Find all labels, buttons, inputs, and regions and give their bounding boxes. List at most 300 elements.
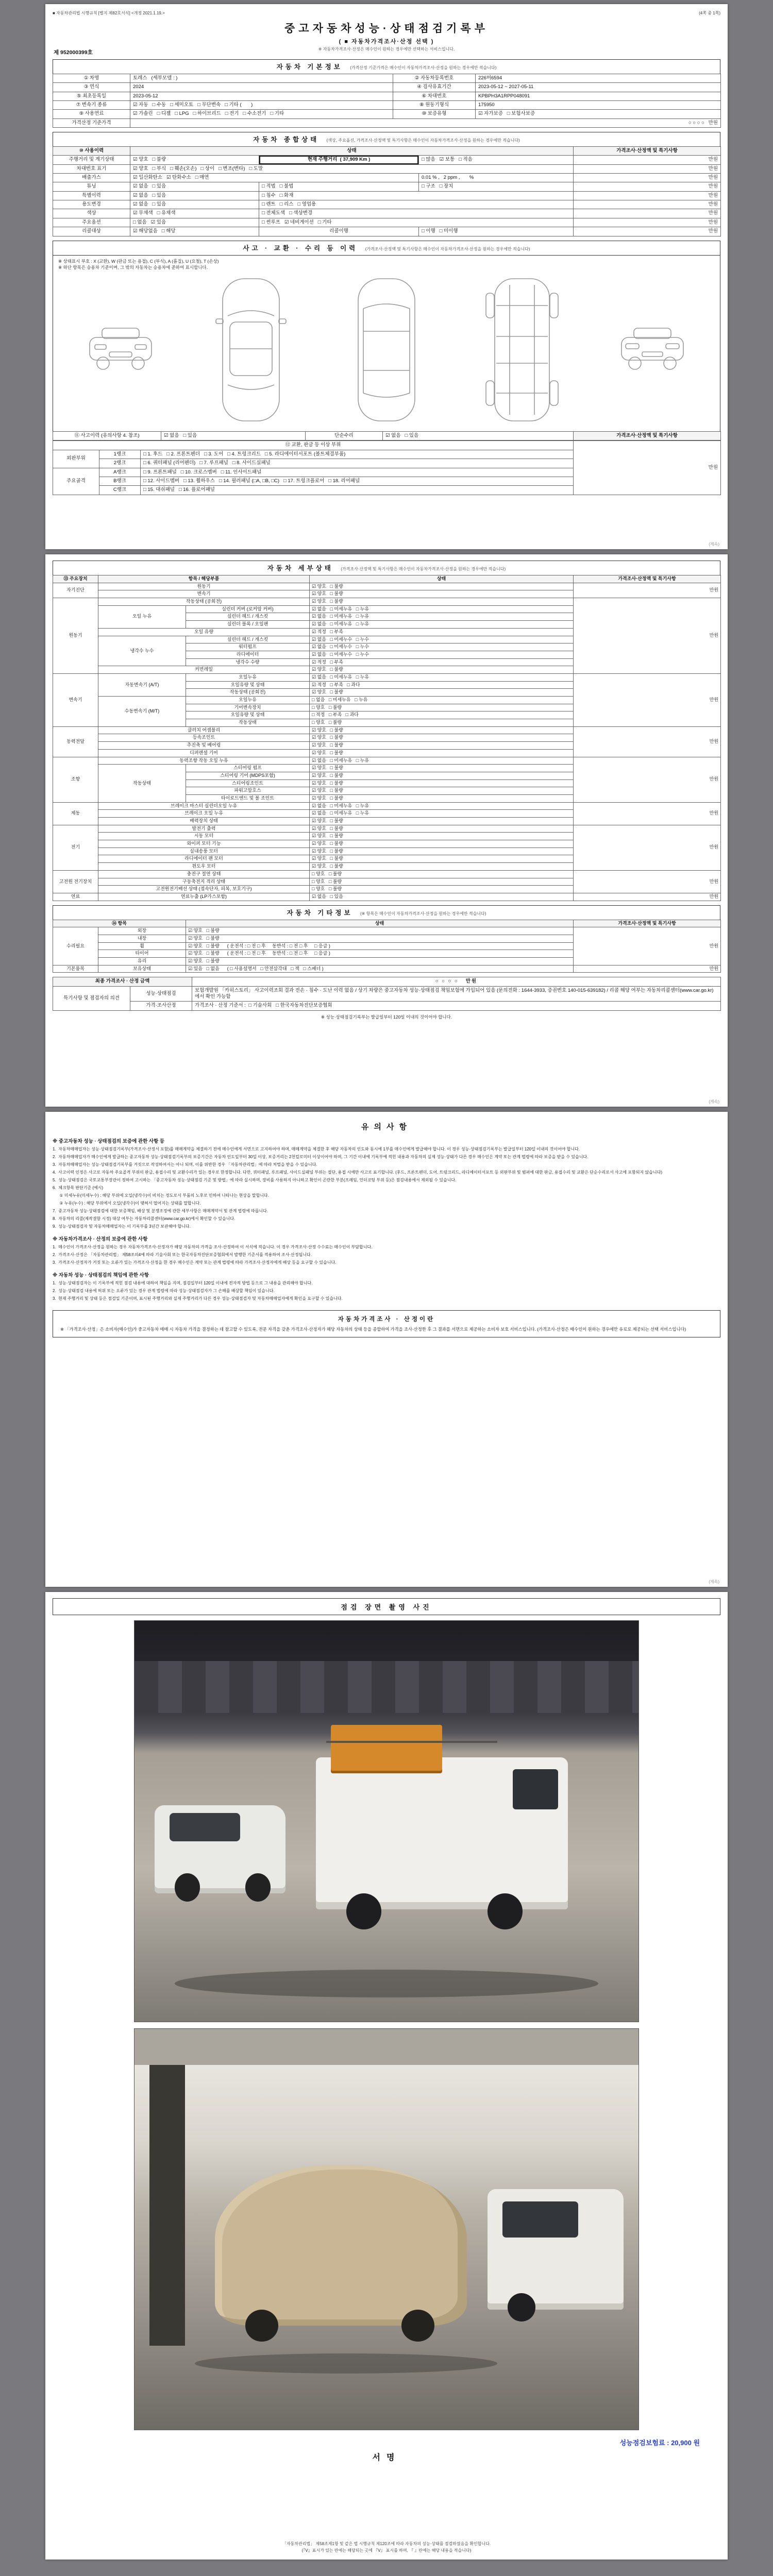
cell: □ 침수 □ 화재 xyxy=(259,191,574,200)
note-line: 1. 자동차매매업자는 성능·상태점검기록부(가격조사·산정서 포함)를 매매계약을 체결하기 전에 매수인에게 서면으로 고지하여야 하며, 매매계약을 체결한 후 해당 자동차의 인도와 동시에 1부를 매수인에게 발급해야 합니다. 이 경우 성능·상태점검기록부는 발급일부터 120일 이내의 것이어야 합니다. xyxy=(53,1147,580,1151)
cell: 구동축전지 격리 상태 xyxy=(98,878,310,886)
cell: ⑨ 사용연료 xyxy=(53,110,130,118)
cell: ⑪ 사고이력 (유의사항 4. 참조) xyxy=(53,432,161,440)
note-heading: ※ 자동차가격조사 · 산정의 보증에 관한 사항 xyxy=(53,1236,148,1242)
cell: 와이퍼 모터 기능 xyxy=(98,840,310,848)
photo1-truck-wheel-1 xyxy=(346,1893,381,1929)
photo-section-title: 점검 장면 촬영 사진 xyxy=(53,1598,720,1615)
etc-title: 자동차 기타정보 xyxy=(287,909,353,917)
cell: ☑ 없음 □ 있음 xyxy=(161,432,306,440)
accident-note: (가격조사·산정액 및 특기사항은 매수인이 자동차가격조사·산정을 원하는 경우에만 적습니다) xyxy=(365,246,530,251)
cell: 냉각수 누수 xyxy=(98,636,186,666)
cell: 충전구 절연 상태 xyxy=(98,870,310,878)
cell: ☑ 양호 □ 불량 xyxy=(186,935,574,942)
cell: □ 양호 □ 불량 xyxy=(310,886,574,893)
inspection-premium: 성능점검보험료 : 20,900 원 xyxy=(619,2439,700,2447)
cell: 특기사항 및 점검자의 의견 xyxy=(53,986,130,1010)
cell: ☑ 없음 □ 미세누유 □ 누유 xyxy=(310,810,574,818)
photo1-car-wheel-2 xyxy=(245,1873,271,1901)
etc-header xyxy=(53,905,720,920)
table-row xyxy=(53,74,721,83)
cell: 항목 / 해당부품 xyxy=(98,575,310,583)
cell: ☑ 양호 □ 불량 xyxy=(310,583,574,590)
basic-info-table xyxy=(53,74,721,128)
cell: 만원 xyxy=(574,893,721,901)
legal-footer xyxy=(45,2541,728,2554)
cell: ☑ 양호 □ 불량 xyxy=(130,156,259,164)
status-code-legend-2: ※ 하단 항목은 승용차 기준이며, 그 밖의 자동차는 승용차에 준하여 표시합니다. xyxy=(58,264,208,270)
car-diagrams xyxy=(58,273,715,427)
note-line: 1. 매수인이 가격조사·산정을 원하는 경우 자동차가격조사·산정자가 해당 자동차의 가격을 조사·산정하여 이 서식에 적습니다. 이 경우 가격조사·산정 수수료는 매수인이 부담합니다. xyxy=(53,1245,373,1249)
cell: ☑ 양호 □ 불량 xyxy=(310,590,574,598)
cell: 만원 xyxy=(574,583,721,598)
title-note: ※ 자동차가격조사·산정은 매수인이 원하는 경우에만 선택하는 서비스입니다. xyxy=(318,47,455,52)
cell: 윈도우 모터 xyxy=(98,863,310,871)
cell: 브레이크 마스터 실린더오일 누유 xyxy=(98,802,310,810)
cell: 실린더 블록 / 오일팬 xyxy=(186,621,310,629)
cell: 작동상태 (공회전) xyxy=(98,598,310,606)
cell: 디퍼렌셜 기어 xyxy=(98,749,310,757)
table-row xyxy=(53,441,721,450)
cell: 자동변속기 (A/T) xyxy=(98,673,186,696)
table-row xyxy=(53,598,721,606)
cell: □ 많음 ☑ 보통 □ 적음 xyxy=(419,156,574,164)
cell: 1랭크 xyxy=(99,450,141,459)
cell: ☑ 없음 □ 미세누유 □ 누유 xyxy=(310,605,574,613)
cell: □ 1. 후드 □ 2. 프론트펜더 □ 3. 도어 □ 4. 트렁크리드 □ 5. 라디에이터서포트 (볼트체결부품) xyxy=(141,450,574,459)
note-line: ② 누유(누수) : 해당 부위에서 오일(냉각수)이 맺혀서 떨어지는 상태를 말합니다. xyxy=(53,1201,201,1206)
note-line: 3. 자동차매매업자는 성능·상태점검기록부를 거짓으로 작성하여서는 아니 되며, 이를 위반한 경우 「자동차관리법」에 따라 처벌을 받을 수 있습니다. xyxy=(53,1162,317,1167)
cell: 오일유량 및 상태 xyxy=(186,711,310,719)
cell: 타이로드엔드 및 볼 조인트 xyxy=(186,794,310,802)
photo2-covered-car xyxy=(215,2165,467,2326)
table-row xyxy=(53,147,721,156)
table-row xyxy=(53,200,721,209)
accident-title: 사고 · 교환 · 수리 등 이력 xyxy=(243,244,358,252)
cell: 최종 가격조사 · 산정 금액 xyxy=(53,977,192,986)
photo2-pillar xyxy=(149,2065,184,2346)
cell: B랭크 xyxy=(99,477,141,485)
cell: 스티어링 기어 (MDPS포함) xyxy=(186,772,310,779)
section-accident-history xyxy=(53,241,720,495)
cell: 토레스 (세부모델 : ) xyxy=(130,74,393,83)
page-3 xyxy=(45,1112,728,1587)
cell: □ 렌트 □ 리스 □ 영업용 xyxy=(259,200,574,209)
table-row xyxy=(53,182,721,191)
cell: ☑ 없음 □ 있음 xyxy=(130,191,259,200)
cell: 만원 xyxy=(574,182,721,191)
cell: ☑ 양호 □ 불량 xyxy=(310,840,574,848)
table-row xyxy=(53,726,721,734)
section-basic-info xyxy=(53,59,720,128)
cell: 2023-05-12 xyxy=(130,92,393,100)
cell: 보험개발원 「카히스토리」 사고이력조회 결과 전손 · 침수 · 도난 이력 없음 / 상기 차량은 중고자동차 성능·상태점검 책임보험에 가입되어 있음 (문의전화 : 1644-3933, 증권번호 140-015-639182) / 리콜 해당 여부는 자동차리콜센터(www.car.go.kr)에서 확인 가능함 xyxy=(192,986,721,1002)
cell: 실린더 커버 (로커암 커버) xyxy=(186,605,310,613)
cell: 커먼레일 xyxy=(98,666,310,674)
cell: 실린더 헤드 / 개스킷 xyxy=(186,613,310,621)
cell: 오일누유 xyxy=(186,697,310,704)
cell: ☑ 양호 □ 불량 xyxy=(310,598,574,606)
section-detail-condition xyxy=(53,561,720,901)
cell: □ 없음 □ 미세누유 □ 누유 xyxy=(310,697,574,704)
inspection-photo-2 xyxy=(134,2028,639,2430)
cell: 등속조인트 xyxy=(98,734,310,742)
cell: ☑ 자가보증 □ 보험사보증 xyxy=(476,110,721,118)
cell: 동력전달 xyxy=(53,726,98,757)
cell: □ 15. 대쉬패널 □ 16. 플로어패널 xyxy=(141,486,574,495)
cell: 만원 xyxy=(574,191,721,200)
cell: ② 자동차등록번호 xyxy=(393,74,476,83)
table-row xyxy=(53,965,721,973)
cell: ④ 검사유효기간 xyxy=(393,83,476,92)
cell: ☑ 해당없음 □ 해당 xyxy=(130,227,259,236)
form-reference xyxy=(53,10,720,16)
detail-header xyxy=(53,561,720,575)
inspection-photo-1 xyxy=(134,1620,639,2022)
photo2-covered-car-wheel-2 xyxy=(401,2310,434,2342)
page-4 xyxy=(45,1592,728,2560)
photo1-truck-rack xyxy=(326,1741,498,1743)
cell: ☑ 없음 □ 미세누유 □ 누유 xyxy=(310,757,574,765)
photo2-suv-wheel xyxy=(508,2293,535,2321)
cell: 단순수리 xyxy=(306,432,383,440)
legal-footer-line-2: (『Ⅴ』표시가 있는 란에는 해당되는 곳에 『Ⅴ』 표시를 하며, 『 』란에는 해당 내용을 적습니다) xyxy=(301,2548,472,2553)
cell: 보유상태 xyxy=(98,965,186,973)
cell: 가격산정 기준가격 xyxy=(53,118,130,127)
table-row xyxy=(53,893,721,901)
cell: 제동 xyxy=(53,802,98,825)
cell: 만원 xyxy=(574,227,721,236)
cell: ☑ 없음 □ 미세누수 □ 누수 xyxy=(310,651,574,658)
continue-marker-2: (계속) xyxy=(709,1099,719,1104)
notes-body xyxy=(53,1137,720,1302)
section-overall-condition xyxy=(53,132,720,236)
cell: ⑦ 변속기 종류 xyxy=(53,101,130,110)
photo1-ground-shadow xyxy=(175,1970,598,1997)
cell: 라디에이터 xyxy=(186,651,310,658)
cell: ☑ 가솔린 □ 디젤 □ LPG □ 하이브리드 □ 전기 □ 수소전기 □ 기타 xyxy=(130,110,393,118)
table-row xyxy=(53,227,721,236)
photo2-ceiling-beam xyxy=(135,2029,638,2065)
cell: ☑ 양호 □ 불량 xyxy=(310,742,574,750)
cell: ○ ○ ○ ○ 만원 xyxy=(130,118,721,127)
cell: ☑ 양호 □ 불량 xyxy=(310,689,574,697)
photo2-floor-shadow xyxy=(195,2353,497,2374)
cell: 기본품목 xyxy=(53,965,98,973)
note-line: 2. 자동차매매업자가 매수인에게 발급하는 중고자동차 성능·상태점검기록부의 보증기간은 자동차 인도일부터 30일 이상, 보증거리는 2천킬로미터 이상이어야 하며, 그 기간 이내에 기록부에 적힌 내용과 자동차의 실제 성능·상태가 다른 경우 매수인은 계약 또는 관계 법령에 따라 보증을 받을 수 있습니다. xyxy=(53,1155,589,1159)
cell: 변속기 xyxy=(98,590,310,598)
detail-note: (가격조사·산정액 및 특기사항은 매수인이 자동차가격조사·산정을 원하는 경우에만 적습니다) xyxy=(341,567,506,571)
cell: 특별이력 xyxy=(53,191,130,200)
cell: ☑ 양호 □ 불량 xyxy=(186,958,574,965)
cell: 수리필요 xyxy=(53,927,98,965)
cell: ☑ 양호 □ 불량 xyxy=(310,666,574,674)
cell: 작동상태 (공회전) xyxy=(186,689,310,697)
note-line: 2. 성능·상태점검 내용에 허위 또는 오류가 있는 경우 관계 법령에 따라 성능·상태점검자가 그 손해를 배상할 책임이 있습니다. xyxy=(53,1289,275,1293)
note-line: 9. 성능·상태점검자 및 자동차매매업자는 이 기록부를 3년간 보관해야 합니다. xyxy=(53,1224,191,1229)
cell: 전기 xyxy=(53,825,98,870)
cell: 배출가스 xyxy=(53,174,130,182)
car-diagram-underbody xyxy=(481,275,563,425)
table-row xyxy=(53,825,721,833)
car-diagram-rear-view xyxy=(616,325,688,375)
cell: ☑ 없음 □ 있음 xyxy=(130,200,259,209)
table-row xyxy=(53,757,721,765)
cell: 만원 xyxy=(574,870,721,893)
cell: 만원 xyxy=(574,209,721,218)
table-row xyxy=(53,156,721,164)
cell: ☑ 양호 □ 불량 xyxy=(310,726,574,734)
accident-summary-table xyxy=(53,431,721,440)
cell: 만원 xyxy=(574,156,721,164)
cell: ⑫ 교환, 판금 등 이상 부위 xyxy=(53,441,574,450)
cell: □ 12. 사이드멤버 □ 13. 휠하우스 □ 14. 필러패널 (□A, □B, □C) □ 17. 트렁크플로어 □ 18. 리어패널 xyxy=(141,477,574,485)
legal-footer-line-1: 「자동차관리법」 제58조제1항 및 같은 법 시행규칙 제120조에 따라 자동차의 성능·상태를 점검하였음을 확인합니다. xyxy=(282,2541,491,2547)
cell: ☑ 적정 □ 부족 □ 과다 xyxy=(310,681,574,689)
title-block xyxy=(53,18,720,55)
table-row xyxy=(53,191,721,200)
cell: ☑ 양호 □ 불량 xyxy=(310,848,574,855)
detail-condition-table xyxy=(53,575,721,901)
cell: 상태 xyxy=(310,575,574,583)
notes-title: 유의사항 xyxy=(361,1123,412,1131)
cell: 시동 모터 xyxy=(98,833,310,840)
continue-marker-3: (계속) xyxy=(709,1580,719,1584)
cell: 휠 xyxy=(98,942,186,950)
cell: 기어변속장치 xyxy=(186,704,310,711)
cell: 실내송풍 모터 xyxy=(98,848,310,855)
cell: 가격·조사산정 xyxy=(130,1002,192,1010)
cell: 연료누출 (LP가스포함) xyxy=(98,893,310,901)
car-diagram-top-view-body xyxy=(210,275,292,425)
cell: ☑ 자동 □ 수동 □ 세미오토 □ 무단변속 □ 기타 ( ) xyxy=(130,101,393,110)
cell: □ 전체도색 □ 색상변경 xyxy=(259,209,574,218)
cell: ☑ 양호 □ 불량 xyxy=(186,927,574,935)
cell: ⑩ 사용이력 xyxy=(53,147,130,156)
cell: □ 이행 □ 미이행 xyxy=(419,227,574,236)
photo1-white-car-window xyxy=(170,1813,240,1841)
awning-stripes xyxy=(135,1661,638,1713)
cell: 오일누유 xyxy=(186,673,310,681)
cell: 색상 xyxy=(53,209,130,218)
overall-title: 자동차 종합상태 xyxy=(253,136,320,144)
cell: 만원 xyxy=(574,673,721,726)
cell: 가격조사·산정액 및 특기사항 xyxy=(574,432,721,440)
cell: □ 양호 □ 불량 xyxy=(310,704,574,711)
cell: 만원 xyxy=(574,164,721,173)
photo1-truck-equipment xyxy=(331,1725,442,1773)
cell: 만원 xyxy=(574,200,721,209)
cell: ☑ 양호 □ 불량 xyxy=(310,863,574,871)
table-row xyxy=(53,575,721,583)
section-final-price xyxy=(53,977,720,1020)
cell: 리콜대상 xyxy=(53,227,130,236)
cell: ☑ 양호 □ 불량 ( 운전석 : □ 전 □ 후 동반석 : □ 전 □ 후 □ 응급 ) xyxy=(186,950,574,958)
signature-label: 서명 xyxy=(372,2453,401,2462)
table-row xyxy=(53,174,721,182)
cell: 냉각수 수량 xyxy=(186,658,310,666)
note-line: 3. 가격조사·산정자가 거짓 또는 오류가 있는 가격조사·산정을 한 경우 매수인은 계약 또는 관계 법령에 따라 가격조사·산정자에게 배상 등을 요구할 수 있습니다. xyxy=(53,1260,337,1265)
cell: ☑ 없음 □ 있음 xyxy=(383,432,574,440)
cell: ⑭ 항목 xyxy=(53,920,186,927)
photo2-white-suv-window xyxy=(502,2201,578,2238)
note-line: 7. 중고자동차 성능·상태점검에 대한 보증책임, 배상 및 분쟁조정에 관한 세부사항은 매매계약서 및 관계 법령에 따릅니다. xyxy=(53,1209,268,1213)
accident-diagram-panel xyxy=(53,255,720,432)
page-2 xyxy=(45,554,728,1107)
table-row xyxy=(53,927,721,935)
price-survey-box-title: 자동차가격조사 · 산정이란 xyxy=(338,1316,435,1323)
photo1-truck-cab-window xyxy=(513,1769,558,1809)
cell: 타이어 xyxy=(98,950,186,958)
cell: A랭크 xyxy=(99,468,141,477)
cell: 만원 xyxy=(574,927,721,965)
final-price-table xyxy=(53,977,721,1010)
cell: 226머6594 xyxy=(476,74,721,83)
panel-replacement-table xyxy=(53,440,721,495)
cell: ☑ 없음 □ 있음 xyxy=(310,893,574,901)
basic-info-title: 자동차 기본정보 xyxy=(276,63,343,71)
cell: 외판부위 xyxy=(53,450,99,468)
cell: 차대번호 표기 xyxy=(53,164,130,173)
cell: 만원 xyxy=(574,441,721,495)
cell: 오일 유량 xyxy=(98,628,310,636)
table-row xyxy=(53,218,721,227)
price-survey-box-body: ※ 「가격조사·산정」은 소비자(매수인)가 중고자동차 매매 시 자동차 가격을 결정하는 데 참고할 수 있도록, 전문 자격을 갖춘 가격조사·산정자가 해당 자동차의 상태 등을 종합하여 가격을 조사·산정한 후 그 결과를 서면으로 제공하는 소비자 보호 서비스입니다. (가격조사·산정은 매수인이 원하는 경우에만 유료로 제공되는 선택 서비스입니다) xyxy=(60,1327,686,1332)
cell: 주요옵션 xyxy=(53,218,130,227)
note-line: ① 미세누유(미세누수) : 해당 부위에 오일(냉각수)이 비치는 정도로서 부품의 노후로 인하여 나타나는 현상을 말합니다. xyxy=(53,1193,269,1198)
cell: □ 양호 □ 불량 xyxy=(310,878,574,886)
overall-note: (색상, 주요옵션, 가격조사·산정액 및 특기사항은 매수인이 자동차가격조사·산정을 원하는 경우에만 적습니다) xyxy=(326,138,520,143)
cell: 0.01 % , 2 ppm , % xyxy=(419,174,574,182)
cell: 배력장치 상태 xyxy=(98,818,310,825)
cell: ☑ 양호 □ 불량 xyxy=(310,749,574,757)
table-row xyxy=(53,92,721,100)
cell: ☑ 없음 □ 있음 xyxy=(130,182,259,191)
cell: ☑ 양호 □ 불량 xyxy=(310,765,574,772)
page-1 xyxy=(45,4,728,549)
table-row xyxy=(53,101,721,110)
cell: 가격조사·산정액 및 특기사항 xyxy=(574,147,721,156)
table-row xyxy=(53,209,721,218)
table-row xyxy=(53,802,721,810)
cell: ☑ 양호 □ 불량 xyxy=(310,734,574,742)
cell: 고전원전기배선 상태 (접속단자, 피복, 보호기구) xyxy=(98,886,310,893)
cell: ③ 연식 xyxy=(53,83,130,92)
cell: 만원 xyxy=(574,218,721,227)
note-line: 6. 체크항목 판단기준 (예시) xyxy=(53,1185,104,1190)
cell: C랭크 xyxy=(99,486,141,495)
cell: ☑ 양호 □ 불량 xyxy=(310,833,574,840)
price-survey-option: ( ■ 자동차가격조사·산정 선택 ) xyxy=(339,39,434,45)
status-code-legend: ※ 상태표시 부호 : X (교환), W (판금 또는 용접), C (부식), A (흠집), U (요철), T (손상) xyxy=(58,258,219,264)
cell: 만원 xyxy=(574,726,721,757)
note-line: 8. 자동차의 리콜(제작결함 시정) 대상 여부는 자동차리콜센터(www.car.go.kr)에서 확인할 수 있습니다. xyxy=(53,1216,236,1221)
section-etc-info xyxy=(53,905,720,973)
cell: ☑ 없음 □ 미세누유 □ 누유 xyxy=(310,673,574,681)
cell: □ 썬루프 ☑ 네비게이션 □ 기타 xyxy=(259,218,574,227)
cell: ⑤ 최초등록일 xyxy=(53,92,130,100)
note-line: 1. 성능·상태점검자는 이 기록부에 적힌 점검 내용에 대하여 책임을 지며, 점검일부터 120일 이내에 전자적 방법 등으로 그 내용을 관리해야 합니다. xyxy=(53,1281,313,1285)
cell: 2랭크 xyxy=(99,459,141,468)
table-row xyxy=(53,118,721,127)
cell: 연료 xyxy=(53,893,98,901)
cell: □ 없음 ☑ 있음 xyxy=(130,218,259,227)
document-title: 중고자동차성능·상태점검기록부 xyxy=(284,23,489,35)
cell: ☑ 없음 □ 미세누유 □ 누유 xyxy=(310,802,574,810)
table-row xyxy=(53,164,721,173)
cell: ☑ 없음 □ 미세누수 □ 누수 xyxy=(310,636,574,643)
photo1-truck-wheel-2 xyxy=(488,1893,523,1929)
cell: ⑧ 원동기형식 xyxy=(393,101,476,110)
cell: 조향 xyxy=(53,757,98,802)
cell: 작동상태 xyxy=(186,719,310,727)
cell: □ 양호 □ 불량 xyxy=(310,719,574,727)
note-line: 2. 가격조사·산정은 「자동차관리법」 제58조의4에 따라 기술사회 또는 한국자동차진단보증협회에서 발행한 기준서를 적용하여 조사·산정됩니다. xyxy=(53,1252,312,1257)
cell: □ 적법 □ 불법 xyxy=(259,182,419,191)
cell: ⑬ 주요장치 xyxy=(53,575,98,583)
note-heading: ※ 자동차 성능 · 상태점검의 책임에 관한 사항 xyxy=(53,1273,149,1278)
table-row xyxy=(53,83,721,92)
cell: 만원 xyxy=(574,965,721,973)
car-diagram-top-view-roof xyxy=(345,275,428,425)
cell: 워터펌프 xyxy=(186,643,310,651)
cell: □ 6. 쿼터패널 (리어펜더) □ 7. 루프패널 □ 8. 사이드실패널 xyxy=(141,459,574,468)
cell: ☑ 양호 □ 불량 xyxy=(310,794,574,802)
cell: ⑩ 보증유형 xyxy=(393,110,476,118)
cell: ☑ 적정 □ 부족 xyxy=(310,628,574,636)
cell: ☑ 양호 □ 부식 □ 훼손(오손) □ 상이 □ 변조(변타) □ 도말 xyxy=(130,164,574,173)
cell: 2024 xyxy=(130,83,393,92)
cell: 스티어링조인트 xyxy=(186,779,310,787)
cell: 오일유량 및 상태 xyxy=(186,681,310,689)
table-row xyxy=(53,583,721,590)
cell: ⑥ 차대번호 xyxy=(393,92,476,100)
form-reference-text: ■ 자동차관리법 시행규칙 [별지 제82호서식] <개정 2021.1.19.> xyxy=(53,11,165,15)
cell: 라디에이터 팬 모터 xyxy=(98,855,310,863)
cell: 고전원 전기장치 xyxy=(53,870,98,893)
cell: 내장 xyxy=(98,935,186,942)
etc-info-table xyxy=(53,920,721,973)
cell: 발전기 출력 xyxy=(98,825,310,833)
car-diagram-front-view xyxy=(85,325,157,375)
cell: 실린더 헤드 / 개스킷 xyxy=(186,636,310,643)
table-row xyxy=(53,432,721,440)
price-survey-info-box xyxy=(53,1310,720,1337)
cell: 175950 xyxy=(476,101,721,110)
cell: 리콜이행 xyxy=(259,227,419,236)
cell: 2023-05-12 ~ 2027-05-11 xyxy=(476,83,721,92)
continue-marker: (계속) xyxy=(709,542,719,547)
cell: 유리 xyxy=(98,958,186,965)
cell: 가격조사·산정액 및 특기사항 xyxy=(574,920,721,927)
cell: 만원 xyxy=(574,825,721,870)
cell: ☑ 없음 □ 미세누유 □ 누유 xyxy=(310,621,574,629)
cell: 오일 누유 xyxy=(98,605,186,628)
cell: 만원 xyxy=(574,757,721,802)
cell: ☑ 양호 □ 불량 xyxy=(310,787,574,795)
cell: 원동기 xyxy=(98,583,310,590)
cell: ☑ 적정 □ 부족 xyxy=(310,658,574,666)
cell: 튜닝 xyxy=(53,182,130,191)
cell: ☑ 양호 □ 불량 ( 운전석 : □ 전 □ 후 동반석 : □ 전 □ 후 □ 응급 ) xyxy=(186,942,574,950)
table-row xyxy=(53,110,721,118)
table-row xyxy=(53,673,721,681)
cell: 만원 xyxy=(574,598,721,674)
cell: ☑ 양호 □ 불량 xyxy=(310,818,574,825)
note-line: 4. 사고이력 인정은 사고로 자동차 주요골격 부위의 판금, 용접수리 및 교환수리가 있는 경우로 한정합니다. 다만, 쿼터패널, 루프패널, 사이드실패널 부위는 절단, 용접 시에만 사고로 표기합니다. (후드, 프론트펜더, 도어, 트렁크리드, 라디에이터서포트 등 외판부위 및 범퍼에 대한 판금, 용접수리 및 교환은 단순수리로서 사고에 포함되지 않습니다) xyxy=(53,1170,663,1175)
detail-title: 자동차 세부상태 xyxy=(267,565,333,572)
cell: 가격조사·산정액 및 특기사항 xyxy=(574,575,721,583)
